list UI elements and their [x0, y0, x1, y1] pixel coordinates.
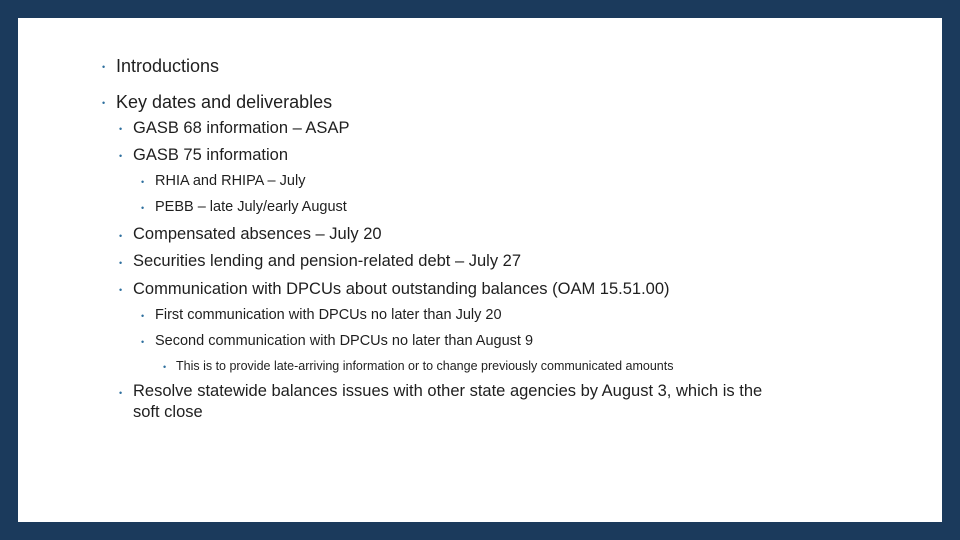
bullet-gasb-68: GASB 68 information – ASAP: [133, 119, 350, 137]
bullet-dot: •: [119, 285, 123, 295]
bullet-second-communication: Second communication with DPCUs no later than August 9: [155, 333, 534, 349]
bullet-communication: Communication with DPCUs about outstanding balances (OAM 15.51.00): [133, 280, 670, 298]
bullet-late-arriving: This is to provide late-arriving information or to change previously communicated amounts: [176, 359, 674, 373]
bullet-dot: •: [141, 337, 145, 347]
bullet-dot: •: [163, 362, 167, 372]
bullet-pebb: PEBB – late July/early August: [155, 199, 347, 215]
bullet-dot: •: [119, 231, 123, 241]
bullet-resolve-statewide-cont: soft close: [133, 403, 203, 421]
bullet-compensated: Compensated absences – July 20: [133, 225, 382, 243]
bullet-dot: •: [141, 177, 145, 187]
bullet-rhia: RHIA and RHIPA – July: [155, 173, 306, 189]
bullet-introductions: Introductions: [116, 56, 220, 76]
bullet-resolve-statewide: Resolve statewide balances issues with other state agencies by August 3, which is the: [133, 382, 763, 400]
bullet-securities: Securities lending and pension-related debt – July 27: [133, 252, 522, 270]
bullet-gasb-75: GASB 75 information: [133, 146, 288, 164]
bullet-first-communication: First communication with DPCUs no later than July 20: [155, 307, 502, 323]
bullet-dot: •: [141, 311, 145, 321]
bullet-key-dates: Key dates and deliverables: [116, 92, 333, 112]
bullet-dot: •: [141, 203, 145, 213]
bullet-dot: •: [119, 124, 123, 134]
bullet-dot: •: [102, 62, 106, 72]
bullet-dot: •: [119, 388, 123, 398]
bullet-dot: •: [119, 258, 123, 268]
slide-content: [18, 18, 942, 522]
bullet-dot: •: [119, 151, 123, 161]
bullet-dot: •: [102, 98, 106, 108]
